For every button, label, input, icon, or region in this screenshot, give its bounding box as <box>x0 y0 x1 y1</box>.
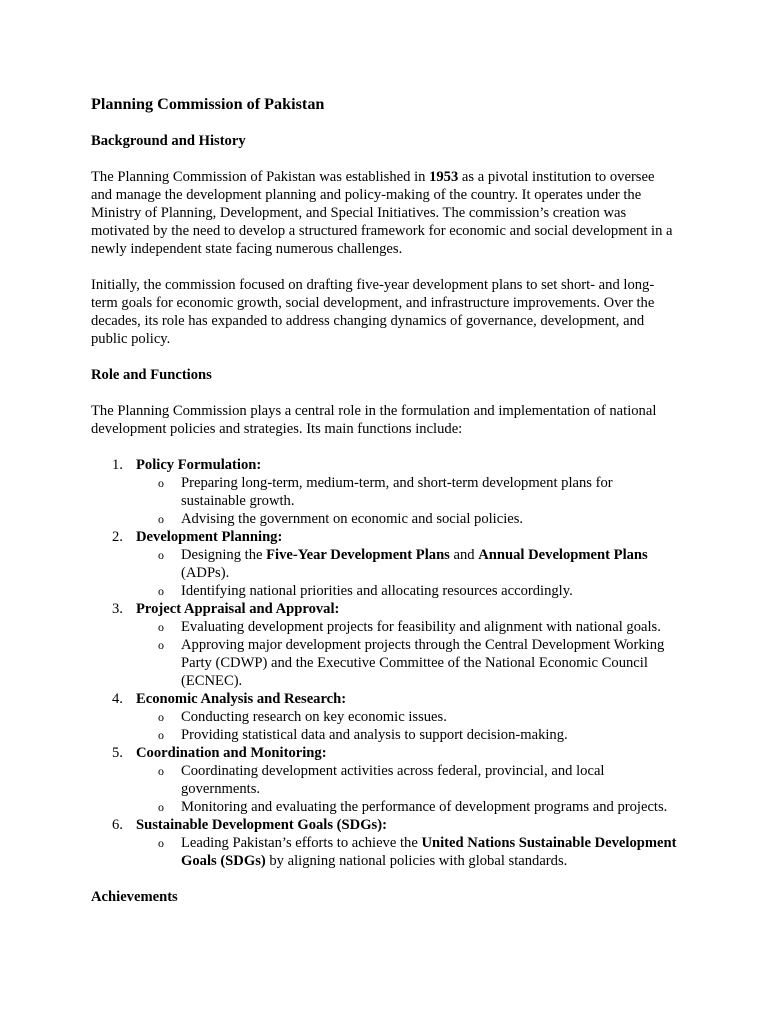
bullet-icon: o <box>158 620 164 634</box>
paragraph-background-1: The Planning Commission of Pakistan was established in 1953 as a pivotal institution to oversee and manage the development planning and policy-making of the country. It operates under the Ministry of Planning, Development, and Special Initiatives. The commission’s creation was motivated by the need to develop a structured framework for economic and social development in a newly independent state facing numerous challenges. <box>91 169 673 257</box>
item-title: Economic Analysis and Research: <box>136 691 347 707</box>
sub-list <box>136 762 678 816</box>
item-title: Development Planning: <box>136 529 283 545</box>
sub-item: o Providing statistical data and analysis to support decision-making. <box>158 727 568 743</box>
bullet-icon: o <box>158 800 164 814</box>
sub-item: o Conducting research on key economic issues. <box>158 709 447 725</box>
item-title: Sustainable Development Goals (SDGs): <box>136 817 387 833</box>
sub-item: o Coordinating development activities across federal, provincial, and local governments. <box>158 763 605 797</box>
item-number: 1. <box>112 457 123 473</box>
item-title: Project Appraisal and Approval: <box>136 601 340 617</box>
list-item <box>91 816 678 870</box>
sub-item: o Evaluating development projects for feasibility and alignment with national goals. <box>158 619 661 635</box>
list-item <box>91 456 678 528</box>
sub-list <box>136 834 678 870</box>
list-item <box>91 600 678 690</box>
sub-item: o Advising the government on economic and social policies. <box>158 511 524 527</box>
bullet-icon: o <box>158 638 164 652</box>
sub-list <box>136 708 678 744</box>
document-title: Planning Commission of Pakistan <box>91 95 325 113</box>
bullet-icon: o <box>158 476 164 490</box>
item-number: 6. <box>112 817 123 833</box>
sub-item: o Monitoring and evaluating the performance of development programs and projects. <box>158 799 668 815</box>
sub-item: o Leading Pakistan’s efforts to achieve the United Nations Sustainable Development Goals (SDGs) by aligning national policies with global standards. <box>158 835 677 869</box>
bullet-icon: o <box>158 548 164 562</box>
year-established: 1953 <box>429 169 459 185</box>
list-item <box>91 744 678 816</box>
list-item <box>91 690 678 744</box>
item-title: Coordination and Monitoring: <box>136 745 327 761</box>
sub-list <box>136 618 678 690</box>
sub-list <box>136 546 678 600</box>
paragraph-role-intro: The Planning Commission plays a central role in the formulation and implementation of national development policies and strategies. Its main functions include: <box>91 403 657 437</box>
bullet-icon: o <box>158 512 164 526</box>
heading-background: Background and History <box>91 133 246 149</box>
bullet-icon: o <box>158 710 164 724</box>
list-item <box>91 528 678 600</box>
sub-list <box>136 474 678 528</box>
item-number: 3. <box>112 601 123 617</box>
paragraph-background-2: Initially, the commission focused on drafting five-year development plans to set short- and long-term goals for economic growth, social development, and infrastructure improvements. Over the decades, its role has expanded to address changing dynamics of governance, development, and public policy. <box>91 277 655 347</box>
bullet-icon: o <box>158 836 164 850</box>
heading-achievements: Achievements <box>91 889 178 905</box>
sub-item: o Approving major development projects through the Central Development Working Party (CDWP) and the Executive Committee of the National Economic Council (ECNEC). <box>158 637 665 689</box>
functions-list <box>91 456 678 870</box>
item-number: 5. <box>112 745 123 761</box>
bullet-icon: o <box>158 764 164 778</box>
sub-item: o Preparing long-term, medium-term, and short-term development plans for sustainable growth. <box>158 475 613 509</box>
bullet-icon: o <box>158 728 164 742</box>
sub-item: o Designing the Five-Year Development Plans and Annual Development Plans (ADPs). <box>158 547 648 581</box>
item-number: 4. <box>112 691 123 707</box>
sub-item: o Identifying national priorities and allocating resources accordingly. <box>158 583 573 599</box>
heading-role: Role and Functions <box>91 367 212 383</box>
item-title: Policy Formulation: <box>136 457 262 473</box>
item-number: 2. <box>112 529 123 545</box>
bullet-icon: o <box>158 584 164 598</box>
